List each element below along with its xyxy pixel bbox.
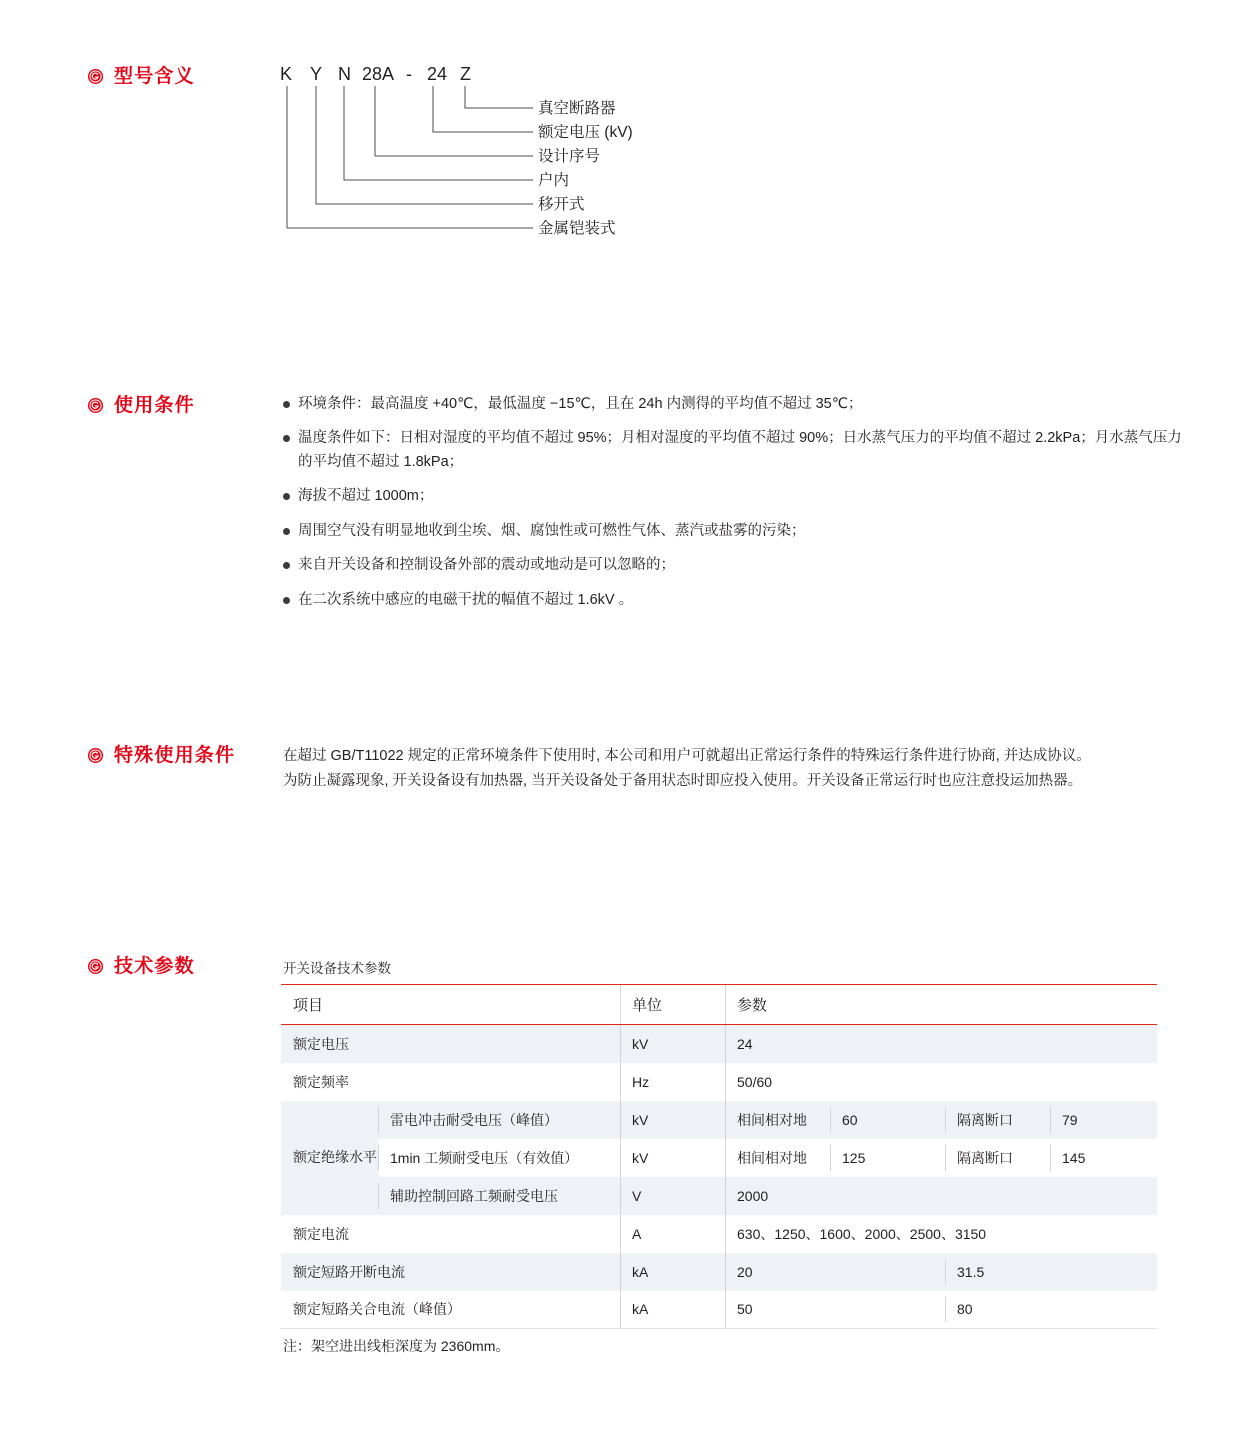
cell-condition-a: 相间相对地 bbox=[725, 1101, 830, 1139]
model-label-indoor: 户内 bbox=[538, 172, 570, 189]
leader-line-28a bbox=[375, 86, 533, 156]
section-title-special: 特殊使用条件 bbox=[114, 745, 236, 766]
section-heading-usage bbox=[88, 396, 195, 415]
cell-unit: V bbox=[620, 1177, 725, 1215]
table-row-making-current bbox=[281, 1291, 1157, 1329]
bullet-dot-icon bbox=[283, 401, 290, 408]
section-heading-tech bbox=[88, 957, 195, 976]
cell-condition-a: 相间相对地 bbox=[725, 1139, 830, 1177]
bullet-dot-icon bbox=[283, 597, 290, 604]
table-header-row bbox=[281, 985, 1157, 1025]
cell-value-a: 60 bbox=[830, 1101, 945, 1139]
usage-condition-item bbox=[283, 485, 1183, 508]
leader-line-z bbox=[465, 86, 533, 108]
cell-value-b: 31.5 bbox=[945, 1253, 1157, 1291]
column-header-parameter: 参数 bbox=[725, 985, 1157, 1025]
code-char-24: 24 bbox=[427, 64, 448, 84]
cell-condition-b: 隔离断口 bbox=[945, 1139, 1050, 1177]
bullet-dot-icon bbox=[283, 562, 290, 569]
code-char-Y: Y bbox=[310, 64, 323, 84]
usage-condition-item bbox=[283, 589, 1183, 612]
cell-unit: kA bbox=[620, 1253, 725, 1291]
cell-item: 1min 工频耐受电压（有效值） bbox=[378, 1139, 620, 1177]
cell-value-a: 20 bbox=[725, 1253, 945, 1291]
usage-condition-text: 在二次系统中感应的电磁干扰的幅值不超过 1.6kV 。 bbox=[298, 591, 634, 608]
usage-condition-text: 来自开关设备和控制设备外部的震动或地动是可以忽略的； bbox=[298, 557, 675, 574]
red-g-badge-icon bbox=[88, 959, 103, 974]
section-heading-special bbox=[88, 746, 235, 765]
model-label-rated-voltage: 额定电压 (kV) bbox=[538, 124, 633, 141]
table-row-auxiliary-circuit bbox=[281, 1177, 1157, 1215]
table-row-rated-current bbox=[281, 1215, 1157, 1253]
table-row-rated-frequency bbox=[281, 1063, 1157, 1101]
code-char-dash: - bbox=[406, 64, 412, 84]
section-title-model: 型号含义 bbox=[114, 66, 195, 87]
bullet-dot-icon bbox=[283, 435, 290, 442]
cell-value: 2000 bbox=[725, 1177, 1157, 1215]
technical-parameters-table bbox=[281, 984, 1157, 1337]
red-g-badge-icon bbox=[88, 748, 103, 763]
table-caption: 开关设备技术参数 bbox=[283, 961, 391, 976]
cell-item: 额定频率 bbox=[281, 1063, 620, 1101]
red-g-badge-icon bbox=[88, 398, 103, 413]
model-label-vacuum-breaker: 真空断路器 bbox=[538, 100, 616, 117]
cell-item: 辅助控制回路工频耐受电压 bbox=[378, 1177, 620, 1215]
code-char-28A: 28A bbox=[362, 64, 395, 84]
table-note: 注：架空进出线柜深度为 2360mm。 bbox=[283, 1338, 510, 1354]
special-conditions-body bbox=[283, 744, 1183, 794]
leader-line-24 bbox=[433, 86, 533, 132]
leader-line-y bbox=[316, 86, 533, 204]
cell-item: 雷电冲击耐受电压（峰值） bbox=[378, 1101, 620, 1139]
column-header-unit: 单位 bbox=[620, 985, 725, 1025]
cell-unit: A bbox=[620, 1215, 725, 1253]
bullet-dot-icon bbox=[283, 528, 290, 535]
table-row-breaking-current bbox=[281, 1253, 1157, 1291]
cell-value: 50/60 bbox=[725, 1063, 1157, 1101]
cell-value-a: 50 bbox=[725, 1291, 945, 1329]
leader-line-k bbox=[287, 86, 533, 228]
table-row-rated-voltage bbox=[281, 1025, 1157, 1063]
cell-insulation-group-label: 额定绝缘水平 bbox=[281, 1101, 378, 1215]
cell-condition-b: 隔离断口 bbox=[945, 1101, 1050, 1139]
usage-condition-item bbox=[283, 427, 1183, 474]
cell-unit: kV bbox=[620, 1025, 725, 1063]
code-char-N: N bbox=[338, 64, 351, 84]
usage-condition-text: 温度条件如下：日相对湿度的平均值不超过 95%；月相对湿度的平均值不超过 90%；日水蒸气压力的平均值不超过 2.2kPa；月水蒸气压力的平均值不超过 1.8kPa； bbox=[298, 430, 1182, 470]
model-label-design-serial: 设计序号 bbox=[538, 148, 601, 165]
cell-value-a: 125 bbox=[830, 1139, 945, 1177]
usage-condition-text: 周围空气没有明显地收到尘埃、烟、腐蚀性或可燃性气体、蒸汽或盐雾的污染； bbox=[298, 522, 806, 539]
table-row-power-frequency bbox=[281, 1139, 1157, 1177]
model-label-withdrawable: 移开式 bbox=[538, 196, 585, 213]
leader-line-n bbox=[344, 86, 533, 180]
cell-item: 额定短路关合电流（峰值） bbox=[281, 1291, 620, 1329]
cell-value-b: 80 bbox=[945, 1291, 1157, 1329]
cell-value-b: 145 bbox=[1050, 1139, 1157, 1177]
cell-item: 额定电流 bbox=[281, 1215, 620, 1253]
usage-condition-text: 海拔不超过 1000m； bbox=[298, 488, 434, 505]
cell-unit: kV bbox=[620, 1139, 725, 1177]
column-header-item: 项目 bbox=[281, 985, 620, 1025]
red-g-badge-icon bbox=[88, 69, 103, 84]
cell-value-b: 79 bbox=[1050, 1101, 1157, 1139]
special-conditions-paragraph-1: 在超过 GB/T11022 规定的正常环境条件下使用时, 本公司和用户可就超出正常运行条件的特殊运行条件进行协商, 并达成协议。 bbox=[283, 748, 1091, 764]
cell-unit: kV bbox=[620, 1101, 725, 1139]
usage-condition-item bbox=[283, 554, 1183, 577]
usage-condition-item bbox=[283, 393, 1183, 416]
cell-value: 24 bbox=[725, 1025, 1157, 1063]
cell-item: 额定短路开断电流 bbox=[281, 1253, 620, 1291]
section-title-usage: 使用条件 bbox=[114, 395, 195, 416]
usage-condition-text: 环境条件：最高温度 +40℃，最低温度 −15℃，且在 24h 内测得的平均值不超过 35℃； bbox=[298, 396, 863, 412]
bullet-dot-icon bbox=[283, 493, 290, 500]
special-conditions-paragraph-2: 为防止凝露现象, 开关设备设有加热器, 当开关设备处于备用状态时即应投入使用。开关设备正常运行时也应注意投运加热器。 bbox=[283, 772, 1083, 789]
usage-conditions-list bbox=[283, 393, 1183, 623]
section-title-tech: 技术参数 bbox=[114, 956, 195, 977]
table-header bbox=[281, 985, 1157, 1025]
model-diagram-svg bbox=[270, 58, 970, 258]
section-heading-model bbox=[88, 67, 195, 86]
cell-item: 额定电压 bbox=[281, 1025, 620, 1063]
code-char-K: K bbox=[280, 64, 293, 84]
model-label-metal-clad: 金属铠装式 bbox=[538, 220, 616, 237]
cell-unit: Hz bbox=[620, 1063, 725, 1101]
table-row-lightning-impulse bbox=[281, 1101, 1157, 1139]
cell-value: 630、1250、1600、2000、2500、3150 bbox=[725, 1215, 1157, 1253]
code-char-Z: Z bbox=[460, 64, 471, 84]
cell-unit: kA bbox=[620, 1291, 725, 1329]
model-designation-diagram bbox=[270, 58, 970, 258]
usage-condition-item bbox=[283, 520, 1183, 543]
